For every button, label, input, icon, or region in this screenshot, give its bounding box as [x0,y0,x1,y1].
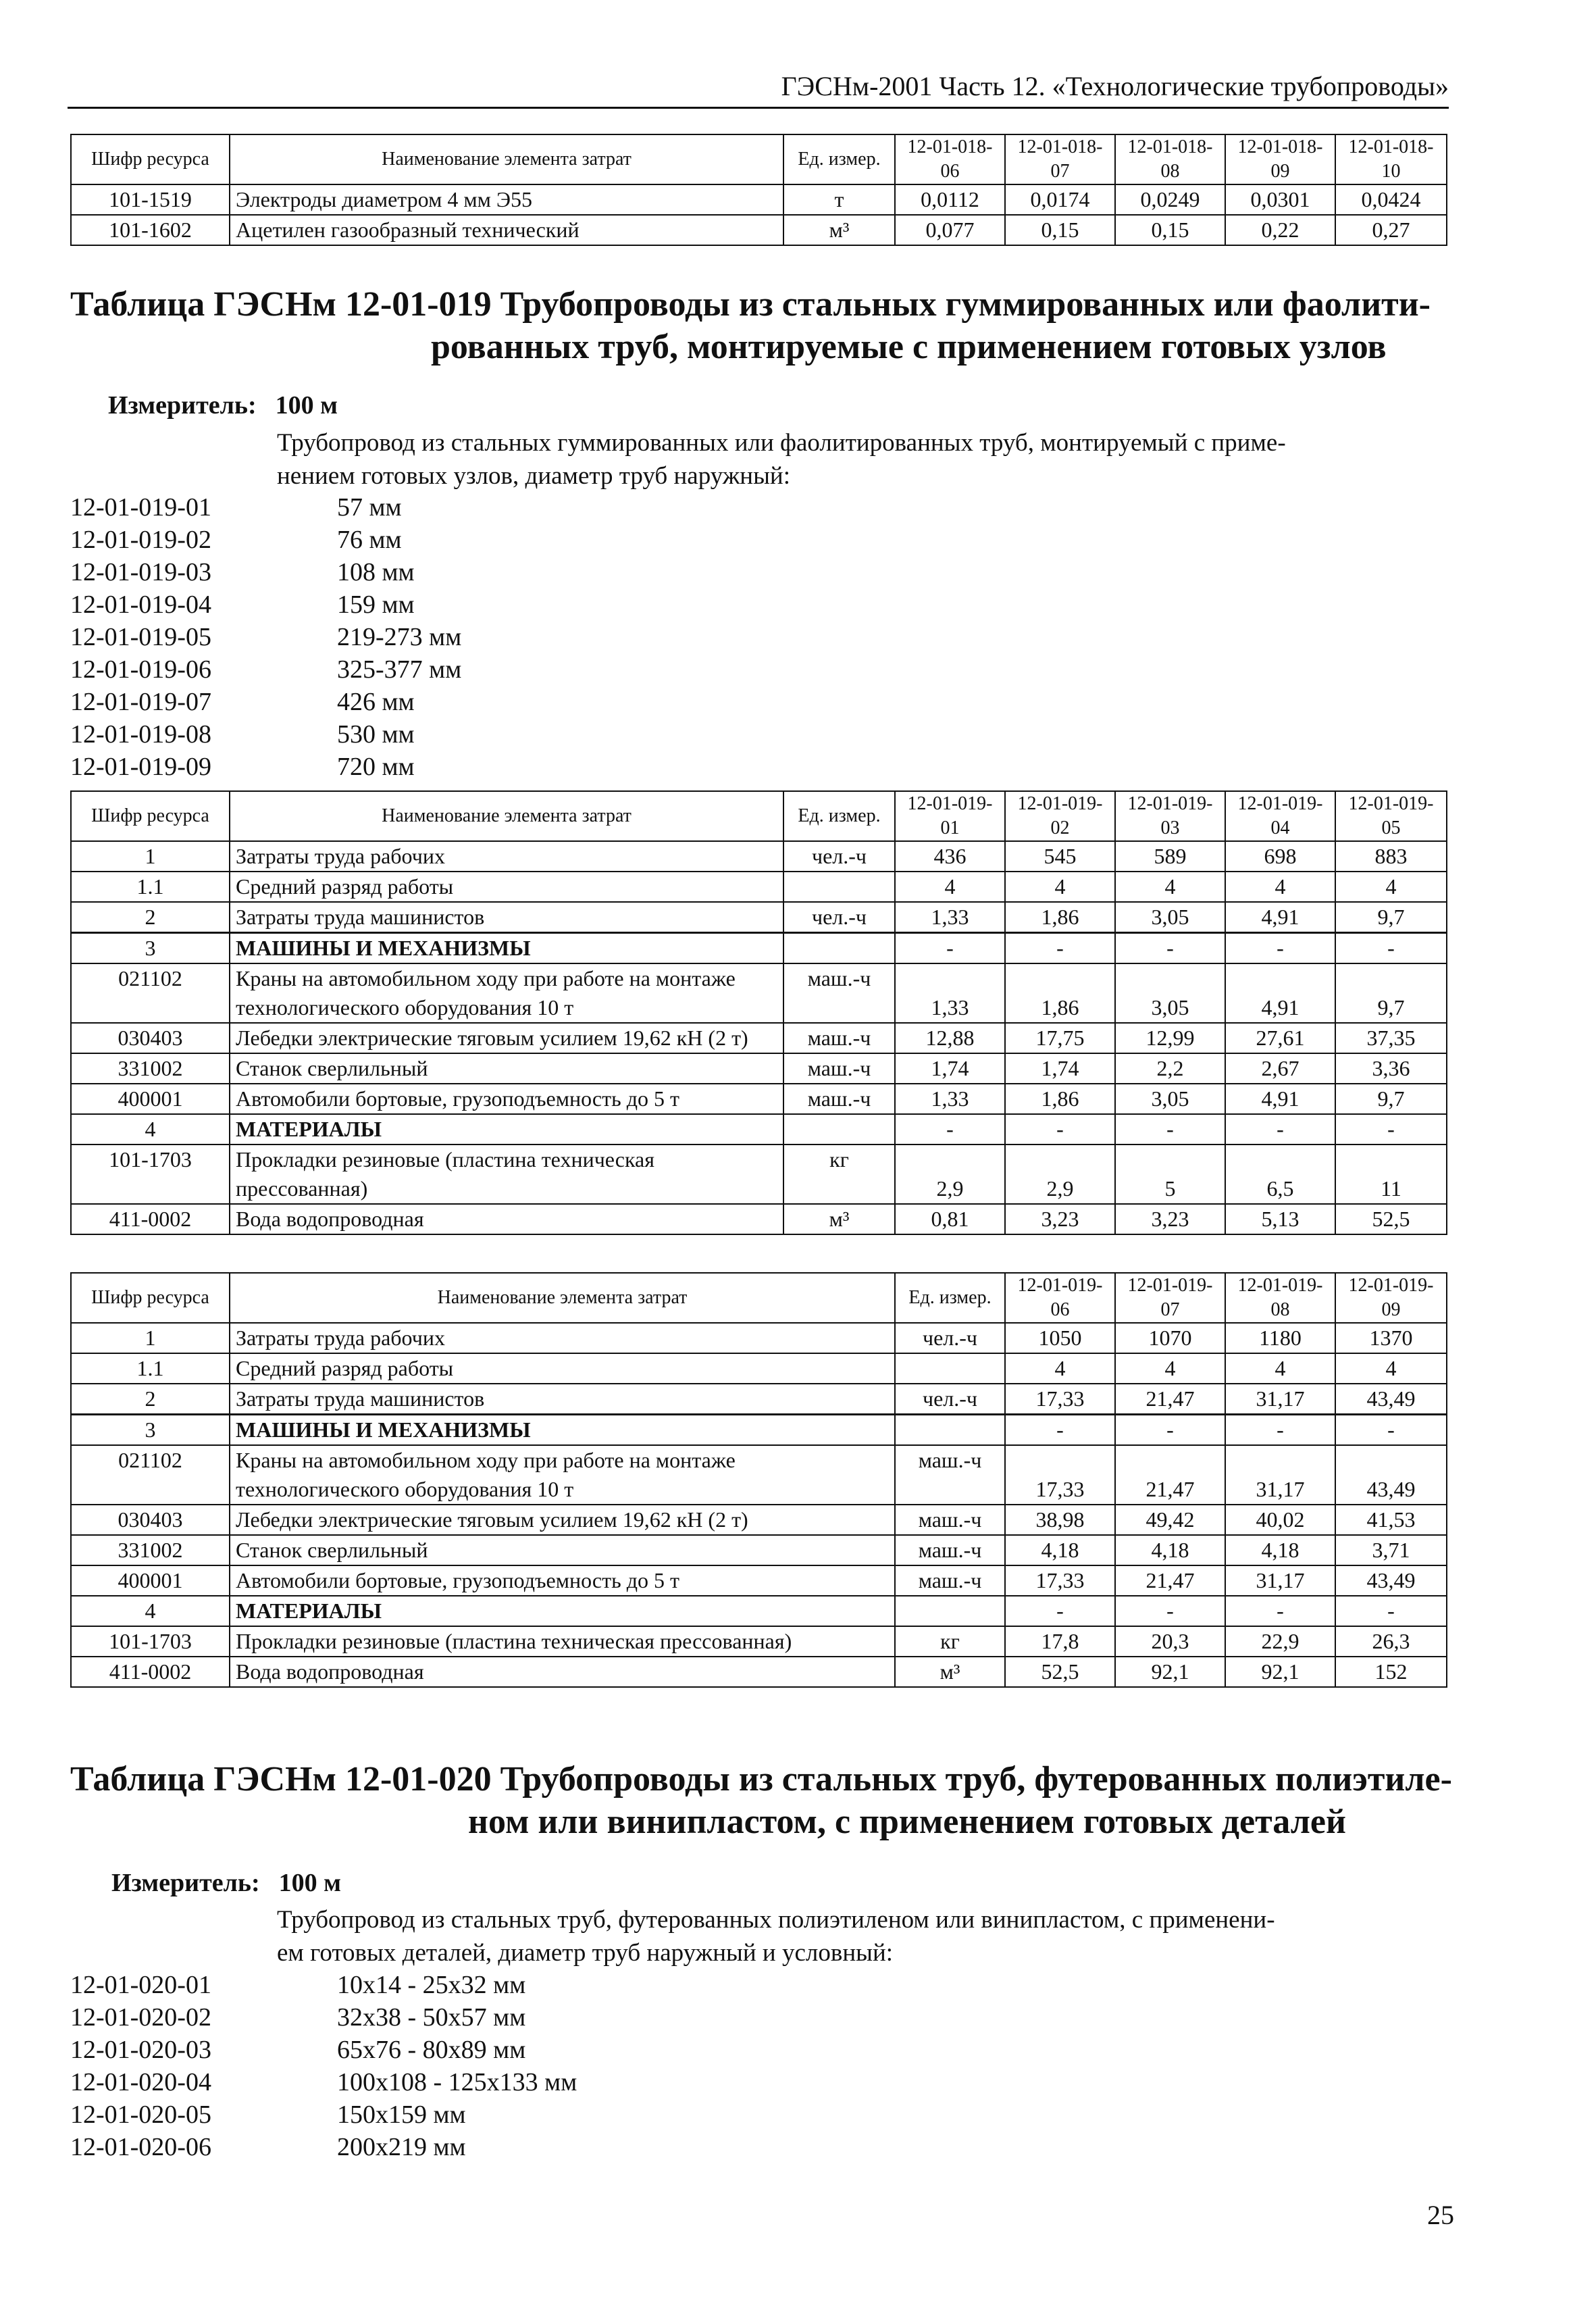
value-cell: 1050 [1005,1323,1115,1353]
measure-value: 100 м [275,391,338,420]
cost-element-name: Автомобили бортовые, грузоподъемность до 5 т [230,1565,895,1596]
value-cell: - [1335,1415,1447,1446]
column-header: 12-01-018-07 [1005,134,1115,184]
value-cell: - [1005,933,1115,964]
column-header: 12-01-019-08 [1225,1273,1335,1323]
value-cell: - [1115,1114,1225,1145]
value-cell: 40,02 [1225,1505,1335,1535]
value-cell: 17,33 [1005,1565,1115,1596]
cost-element-name: Прокладки резиновые (пластина техническая прессованная) [230,1145,783,1204]
value-cell: 1,74 [895,1053,1005,1084]
value-cell: 3,05 [1115,902,1225,933]
resource-code: 411-0002 [71,1204,230,1234]
value-cell: - [1005,1415,1115,1446]
table-row [71,1353,1447,1384]
header-row [71,791,1447,841]
value-cell: 92,1 [1115,1657,1225,1687]
unit [895,1596,1005,1626]
item-code: 12-01-020-02 [70,2003,211,2032]
value-cell: 9,7 [1335,963,1447,1023]
value-cell: 11 [1335,1145,1447,1204]
value-cell: 0,077 [895,215,1005,245]
column-header: 12-01-019-06 [1005,1273,1115,1323]
table-row [71,902,1447,933]
item-size: 426 мм [337,688,415,716]
table-row [71,1145,1447,1204]
cost-element-name: МАШИНЫ И МЕХАНИЗМЫ [230,933,783,964]
list-item [70,621,461,653]
list-item [70,588,461,621]
value-cell: 4 [1335,872,1447,902]
resource-code: 3 [71,1415,230,1446]
value-cell: 4,18 [1115,1535,1225,1565]
column-header: Наименование элемента затрат [230,1273,895,1323]
item-code: 12-01-019-02 [70,526,211,554]
value-cell: - [1335,1596,1447,1626]
value-cell: 1370 [1335,1323,1447,1353]
resource-code: 030403 [71,1023,230,1053]
table-020-title-line2: ном или винипластом, с применением готовых деталей [468,1803,1346,1841]
value-cell: 20,3 [1115,1626,1225,1657]
description-020-line1: Трубопровод из стальных труб, футерованных полиэтиленом или винипластом, с применени- [277,1906,1275,1934]
value-cell: 4,91 [1225,902,1335,933]
resource-code: 1.1 [71,872,230,902]
list-item [70,718,461,751]
unit: маш.-ч [783,1023,895,1053]
item-code: 12-01-019-07 [70,688,211,716]
column-header: Наименование элемента затрат [230,791,783,841]
value-cell: 0,0424 [1335,184,1447,215]
value-cell: 43,49 [1335,1445,1447,1505]
value-cell: 21,47 [1115,1445,1225,1505]
value-cell: 4,91 [1225,1084,1335,1114]
item-size: 150x159 мм [337,2101,466,2129]
unit: маш.-ч [783,963,895,1023]
value-cell: 0,81 [895,1204,1005,1234]
resource-code: 1.1 [71,1353,230,1384]
item-size: 159 мм [337,590,415,619]
resource-code: 4 [71,1114,230,1145]
cost-element-name: Ацетилен газообразный технический [230,215,783,245]
measure-label: Измеритель: [111,1869,260,1897]
list-item [70,491,461,524]
resource-code: 101-1703 [71,1626,230,1657]
page-number: 25 [1427,2200,1454,2230]
unit: маш.-ч [895,1565,1005,1596]
cost-element-name: Электроды диаметром 4 мм Э55 [230,184,783,215]
unit [895,1415,1005,1446]
list-item [70,1969,577,2001]
column-header: Шифр ресурса [71,134,230,184]
value-cell: 31,17 [1225,1565,1335,1596]
item-code: 12-01-019-01 [70,493,211,522]
value-cell: - [1005,1596,1115,1626]
value-cell: 4,91 [1225,963,1335,1023]
value-cell: - [1115,1415,1225,1446]
measure-line-020 [111,1868,341,1898]
item-code: 12-01-019-04 [70,590,211,619]
table-row [71,1657,1447,1687]
cost-element-name: Автомобили бортовые, грузоподъемность до 5 т [230,1084,783,1114]
description-line2: нением готовых узлов, диаметр труб наружный: [277,462,791,490]
value-cell: 17,8 [1005,1626,1115,1657]
unit: т [783,184,895,215]
cost-element-name: Вода водопроводная [230,1204,783,1234]
value-cell: 52,5 [1335,1204,1447,1234]
value-cell: 1,33 [895,1084,1005,1114]
value-cell: 49,42 [1115,1505,1225,1535]
list-item [70,2066,577,2098]
cost-element-name: Вода водопроводная [230,1657,895,1687]
value-cell: 52,5 [1005,1657,1115,1687]
unit: чел.-ч [783,841,895,872]
unit: маш.-ч [783,1053,895,1084]
value-cell: 3,05 [1115,1084,1225,1114]
column-header: 12-01-019-04 [1225,791,1335,841]
item-code: 12-01-020-01 [70,1971,211,1999]
cost-element-name: Затраты труда машинистов [230,902,783,933]
column-header: 12-01-019-05 [1335,791,1447,841]
value-cell: 152 [1335,1657,1447,1687]
unit: чел.-ч [895,1323,1005,1353]
value-cell: 4 [1225,1353,1335,1384]
value-cell: 0,0112 [895,184,1005,215]
table-row [71,1323,1447,1353]
value-cell: - [895,933,1005,964]
table-row [71,1596,1447,1626]
resource-code: 101-1602 [71,215,230,245]
table-row [71,1053,1447,1084]
table-019-title-line2: рованных труб, монтируемые с применением готовых узлов [431,328,1387,366]
cost-element-name: Средний разряд работы [230,1353,895,1384]
resource-code: 400001 [71,1084,230,1114]
value-cell: 12,88 [895,1023,1005,1053]
resource-code: 331002 [71,1053,230,1084]
item-size: 325-377 мм [337,655,462,684]
value-cell: 43,49 [1335,1384,1447,1415]
measure-label: Измеритель: [108,391,257,420]
list-item [70,751,461,783]
value-cell: 545 [1005,841,1115,872]
item-size: 57 мм [337,493,402,522]
column-header: 12-01-019-07 [1115,1273,1225,1323]
value-cell: 31,17 [1225,1384,1335,1415]
item-list-020 [70,1969,577,2163]
value-cell: 41,53 [1335,1505,1447,1535]
cost-element-name: Прокладки резиновые (пластина техническая прессованная) [230,1626,895,1657]
value-cell: 1070 [1115,1323,1225,1353]
value-cell: 12,99 [1115,1023,1225,1053]
column-header: Шифр ресурса [71,791,230,841]
cost-element-name: Затраты труда рабочих [230,841,783,872]
table-row [71,1535,1447,1565]
table-019-title-line1: Таблица ГЭСНм 12-01-019 Трубопроводы из стальных гуммированных или фаолити- [70,285,1431,324]
cost-element-name: Лебедки электрические тяговым усилием 19,62 кН (2 т) [230,1023,783,1053]
list-item [70,2001,577,2034]
list-item [70,2034,577,2066]
item-size: 530 мм [337,720,415,749]
column-header: 12-01-018-10 [1335,134,1447,184]
value-cell: 6,5 [1225,1145,1335,1204]
cost-element-name: Станок сверлильный [230,1053,783,1084]
table-row [71,1204,1447,1234]
cost-element-name: Средний разряд работы [230,872,783,902]
cost-element-name: МАТЕРИАЛЫ [230,1596,895,1626]
resource-code: 400001 [71,1565,230,1596]
resource-code: 101-1703 [71,1145,230,1204]
value-cell: 4 [1005,1353,1115,1384]
value-cell: 2,2 [1115,1053,1225,1084]
value-cell: 2,9 [1005,1145,1115,1204]
table-row [71,1565,1447,1596]
table-row [71,1415,1447,1446]
value-cell: 38,98 [1005,1505,1115,1535]
item-code: 12-01-019-09 [70,753,211,781]
column-header: 12-01-018-09 [1225,134,1335,184]
value-cell: 21,47 [1115,1384,1225,1415]
item-size: 108 мм [337,558,415,586]
table-row [71,1505,1447,1535]
unit: м³ [783,215,895,245]
cost-element-name: Лебедки электрические тяговым усилием 19,62 кН (2 т) [230,1505,895,1535]
value-cell: - [1335,1114,1447,1145]
item-size: 200x219 мм [337,2133,466,2161]
table-row [71,1445,1447,1505]
unit: маш.-ч [783,1084,895,1114]
value-cell: 17,33 [1005,1445,1115,1505]
value-cell: 1180 [1225,1323,1335,1353]
cost-element-name: МАШИНЫ И МЕХАНИЗМЫ [230,1415,895,1446]
column-header: 12-01-019-09 [1335,1273,1447,1323]
table-019-part1 [70,790,1447,1235]
value-cell: 4 [1115,872,1225,902]
description-020-line2: ем готовых деталей, диаметр труб наружный и условный: [277,1939,894,1967]
resource-code: 4 [71,1596,230,1626]
item-size: 65x76 - 80x89 мм [337,2036,526,2064]
value-cell: 1,86 [1005,1084,1115,1114]
unit: кг [783,1145,895,1204]
value-cell: - [1225,1415,1335,1446]
value-cell: 0,0174 [1005,184,1115,215]
value-cell: 5,13 [1225,1204,1335,1234]
list-item [70,2131,577,2163]
table-row [71,215,1447,245]
value-cell: 0,15 [1115,215,1225,245]
resource-code: 101-1519 [71,184,230,215]
value-cell: 1,74 [1005,1053,1115,1084]
item-code: 12-01-019-08 [70,720,211,749]
item-code: 12-01-019-03 [70,558,211,586]
value-cell: 1,86 [1005,902,1115,933]
value-cell: 3,23 [1115,1204,1225,1234]
value-cell: 4 [895,872,1005,902]
list-item [70,2098,577,2131]
resource-code: 3 [71,933,230,964]
value-cell: 4 [1335,1353,1447,1384]
value-cell: 9,7 [1335,902,1447,933]
column-header: 12-01-019-02 [1005,791,1115,841]
column-header: 12-01-018-06 [895,134,1005,184]
table-row [71,841,1447,872]
resource-code: 021102 [71,963,230,1023]
item-code: 12-01-020-05 [70,2101,211,2129]
table-row [71,963,1447,1023]
column-header: Наименование элемента затрат [230,134,783,184]
item-size: 76 мм [337,526,402,554]
table-row [71,184,1447,215]
table-row [71,872,1447,902]
table-row [71,1114,1447,1145]
value-cell: 92,1 [1225,1657,1335,1687]
column-header: 12-01-019-03 [1115,791,1225,841]
value-cell: 43,49 [1335,1565,1447,1596]
value-cell: 17,33 [1005,1384,1115,1415]
value-cell: 3,36 [1335,1053,1447,1084]
unit: м³ [783,1204,895,1234]
resource-code: 030403 [71,1505,230,1535]
item-list-019 [70,491,461,783]
list-item [70,524,461,556]
value-cell: 4 [1115,1353,1225,1384]
list-item [70,556,461,588]
unit: чел.-ч [783,902,895,933]
list-item [70,653,461,686]
column-header: Ед. измер. [783,134,895,184]
value-cell: - [1005,1114,1115,1145]
value-cell: 22,9 [1225,1626,1335,1657]
value-cell: - [1115,933,1225,964]
item-size: 219-273 мм [337,623,462,651]
value-cell: 9,7 [1335,1084,1447,1114]
unit: маш.-ч [895,1535,1005,1565]
value-cell: 4,18 [1005,1535,1115,1565]
value-cell: - [1335,933,1447,964]
value-cell: 436 [895,841,1005,872]
unit: кг [895,1626,1005,1657]
resource-code: 2 [71,902,230,933]
value-cell: 3,71 [1335,1535,1447,1565]
item-code: 12-01-020-03 [70,2036,211,2064]
table-019-part2 [70,1272,1447,1688]
table-row [71,933,1447,964]
value-cell: 4 [1225,872,1335,902]
cost-element-name: Станок сверлильный [230,1535,895,1565]
resource-code: 2 [71,1384,230,1415]
item-size: 100x108 - 125x133 мм [337,2068,577,2096]
list-item [70,686,461,718]
value-cell: - [1225,1114,1335,1145]
value-cell: 1,33 [895,963,1005,1023]
cost-element-name: Затраты труда машинистов [230,1384,895,1415]
unit [783,933,895,964]
resource-code: 021102 [71,1445,230,1505]
unit [783,872,895,902]
value-cell: 4,18 [1225,1535,1335,1565]
measure-line [108,391,338,420]
item-size: 720 мм [337,753,415,781]
item-size: 32x38 - 50x57 мм [337,2003,526,2032]
value-cell: 27,61 [1225,1023,1335,1053]
column-header: Шифр ресурса [71,1273,230,1323]
value-cell: 4 [1005,872,1115,902]
resource-code: 1 [71,1323,230,1353]
value-cell: 3,05 [1115,963,1225,1023]
cost-element-name: МАТЕРИАЛЫ [230,1114,783,1145]
table-020-title-line1: Таблица ГЭСНм 12-01-020 Трубопроводы из стальных труб, футерованных полиэтиле- [70,1760,1452,1799]
value-cell: 1,33 [895,902,1005,933]
value-cell: 589 [1115,841,1225,872]
column-header: Ед. измер. [895,1273,1005,1323]
header-row [71,134,1447,184]
value-cell: 0,22 [1225,215,1335,245]
unit: чел.-ч [895,1384,1005,1415]
unit: маш.-ч [895,1505,1005,1535]
value-cell: 2,9 [895,1145,1005,1204]
cost-element-name: Краны на автомобильном ходу при работе на монтаже технологического оборудования 10 т [230,1445,895,1505]
value-cell: 0,0249 [1115,184,1225,215]
value-cell: 5 [1115,1145,1225,1204]
column-header: 12-01-019-01 [895,791,1005,841]
value-cell: 21,47 [1115,1565,1225,1596]
value-cell: 17,75 [1005,1023,1115,1053]
unit [783,1114,895,1145]
item-code: 12-01-020-04 [70,2068,211,2096]
item-code: 12-01-019-05 [70,623,211,651]
value-cell: 0,27 [1335,215,1447,245]
unit [895,1353,1005,1384]
unit: м³ [895,1657,1005,1687]
value-cell: 883 [1335,841,1447,872]
unit: маш.-ч [895,1445,1005,1505]
table-row [71,1626,1447,1657]
table-row [71,1084,1447,1114]
value-cell: - [1115,1596,1225,1626]
value-cell: 0,15 [1005,215,1115,245]
value-cell: 3,23 [1005,1204,1115,1234]
value-cell: 2,67 [1225,1053,1335,1084]
resource-code: 331002 [71,1535,230,1565]
value-cell: - [1225,1596,1335,1626]
running-title: ГЭСНм-2001 Часть 12. «Технологические трубопроводы» [781,71,1449,101]
value-cell: 26,3 [1335,1626,1447,1657]
item-code: 12-01-019-06 [70,655,211,684]
item-code: 12-01-020-06 [70,2133,211,2161]
value-cell: - [1225,933,1335,964]
running-header [68,68,1449,109]
cost-element-name: Краны на автомобильном ходу при работе на монтаже технологического оборудования 10 т [230,963,783,1023]
value-cell: 1,86 [1005,963,1115,1023]
resource-code: 1 [71,841,230,872]
value-cell: - [895,1114,1005,1145]
item-size: 10x14 - 25x32 мм [337,1971,526,1999]
column-header: Ед. измер. [783,791,895,841]
header-row [71,1273,1447,1323]
table-018-continued [70,134,1447,246]
cost-element-name: Затраты труда рабочих [230,1323,895,1353]
column-header: 12-01-018-08 [1115,134,1225,184]
table-row [71,1384,1447,1415]
value-cell: 698 [1225,841,1335,872]
value-cell: 31,17 [1225,1445,1335,1505]
resource-code: 411-0002 [71,1657,230,1687]
description-line1: Трубопровод из стальных гуммированных или фаолитированных труб, монтируемый с приме- [277,429,1286,457]
value-cell: 0,0301 [1225,184,1335,215]
value-cell: 37,35 [1335,1023,1447,1053]
measure-value: 100 м [278,1869,342,1897]
table-row [71,1023,1447,1053]
